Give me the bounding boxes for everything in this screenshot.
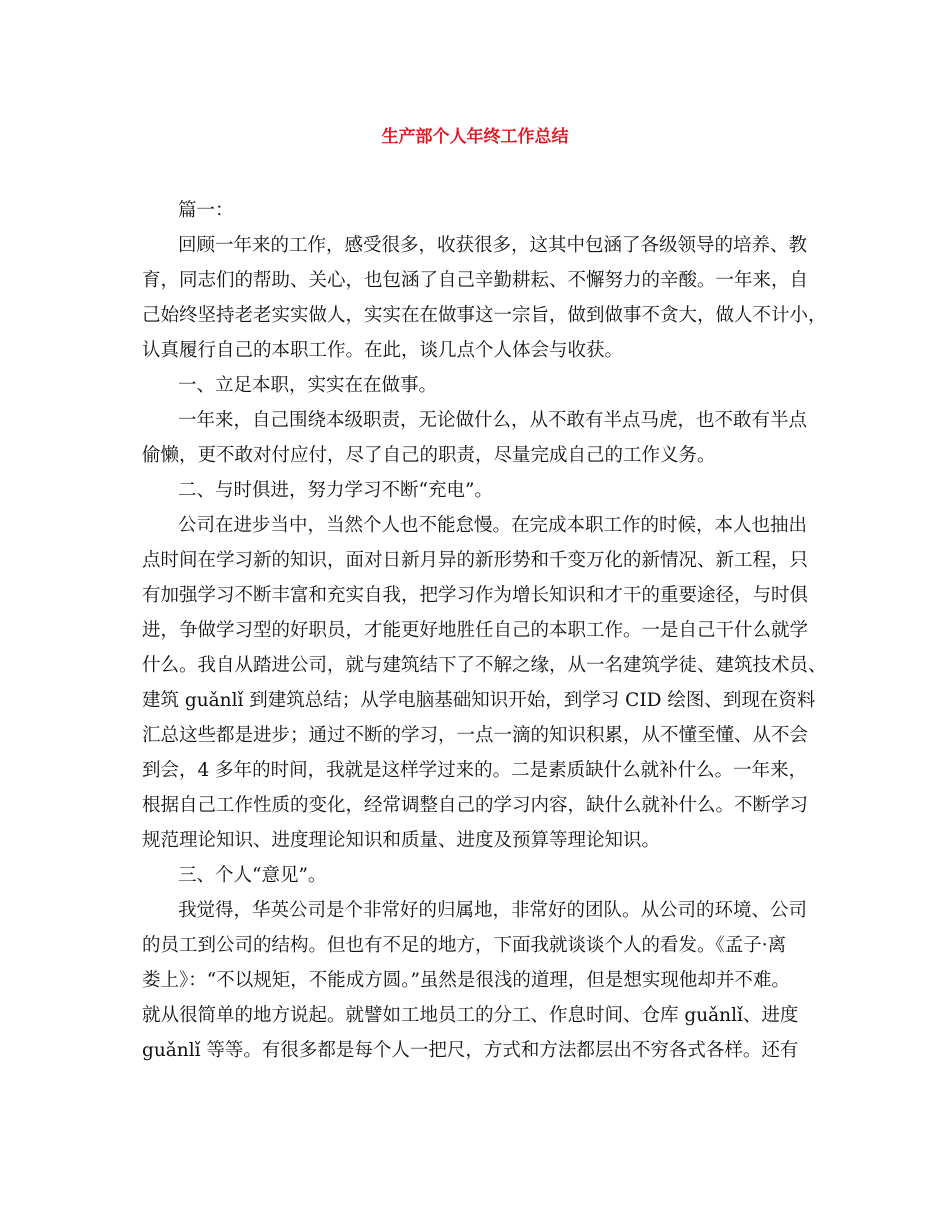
text-line: 规范理论知识、进度理论知识和质量、进度及预算等理论知识。 [142,830,661,851]
text-line: 育，同志们的帮助、关心，也包涵了自己辛勤耕耘、不懈努力的辛酸。一年来，自 [142,270,809,291]
text-line: 一年来，自己围绕本级职责，无论做什么，从不敢有半点马虎，也不敢有半点 [178,410,808,431]
text-line: 点时间在学习新的知识，面对日新月异的新形势和千变万化的新情况、新工程，只 [142,550,809,571]
document-title: 生产部个人年终工作总结 [381,127,569,147]
text-line: 根据自己工作性质的变化，经常调整自己的学习内容，缺什么就补什么。不断学习 [142,795,809,816]
text-line: 偷懒，更不敢对付应付，尽了自己的职责，尽量完成自己的工作义务。 [142,445,716,466]
text-line: 娄上》：“不以规矩，不能成方圆。”虽然是很浅的道理，但是想实现他却并不难。 [142,970,790,991]
text-line: 回顾一年来的工作，感受很多，收获很多，这其中包涵了各级领导的培养、教 [178,235,808,256]
text-line: 到会，4 多年的时间，我就是这样学过来的。二是素质缺什么就补什么。一年来， [142,760,808,781]
text-line: 三、个人“意见”。 [178,865,327,886]
text-line: 汇总这些都是进步；通过不断的学习，一点一滴的知识积累，从不懂至懂、从不会 [142,725,809,746]
text-line: 二、与时俱进，努力学习不断“充电”。 [178,480,493,501]
text-line: guǎnlǐ 等等。有很多都是每个人一把尺，方式和方法都层出不穷各式各样。还有 [142,1040,799,1061]
document-body [142,193,827,1068]
text-line: 一、立足本职，实实在在做事。 [178,375,438,396]
text-line: 我觉得，华英公司是个非常好的归属地，非常好的团队。从公司的环境、公司 [178,900,808,921]
text-line: 建筑 guǎnlǐ 到建筑总结；从学电脑基础知识开始，到学习 CID 绘图、到现在资料 [142,690,816,711]
text-line: 篇一： [178,200,234,221]
text-line: 认真履行自己的本职工作。在此，谈几点个人体会与收获。 [142,340,624,361]
text-line: 己始终坚持老老实实做人，实实在在做事这一宗旨，做到做事不贪大，做人不计小， [142,305,827,326]
text-line: 什么。我自从踏进公司，就与建筑结下了不解之缘，从一名建筑学徒、建筑技术员、 [142,655,827,676]
text-line: 的员工到公司的结构。但也有不足的地方，下面我就谈谈个人的看发。《孟子·离 [142,935,787,956]
text-line: 有加强学习不断丰富和充实自我，把学习作为增长知识和才干的重要途径，与时俱 [142,585,809,606]
text-line: 进，争做学习型的好职员，才能更好地胜任自己的本职工作。一是自己干什么就学 [142,620,809,641]
text-line: 就从很简单的地方说起。就譬如工地员工的分工、作息时间、仓库 guǎnlǐ、进度 [142,1005,799,1026]
text-line: 公司在进步当中，当然个人也不能怠慢。在完成本职工作的时候，本人也抽出 [178,515,808,536]
